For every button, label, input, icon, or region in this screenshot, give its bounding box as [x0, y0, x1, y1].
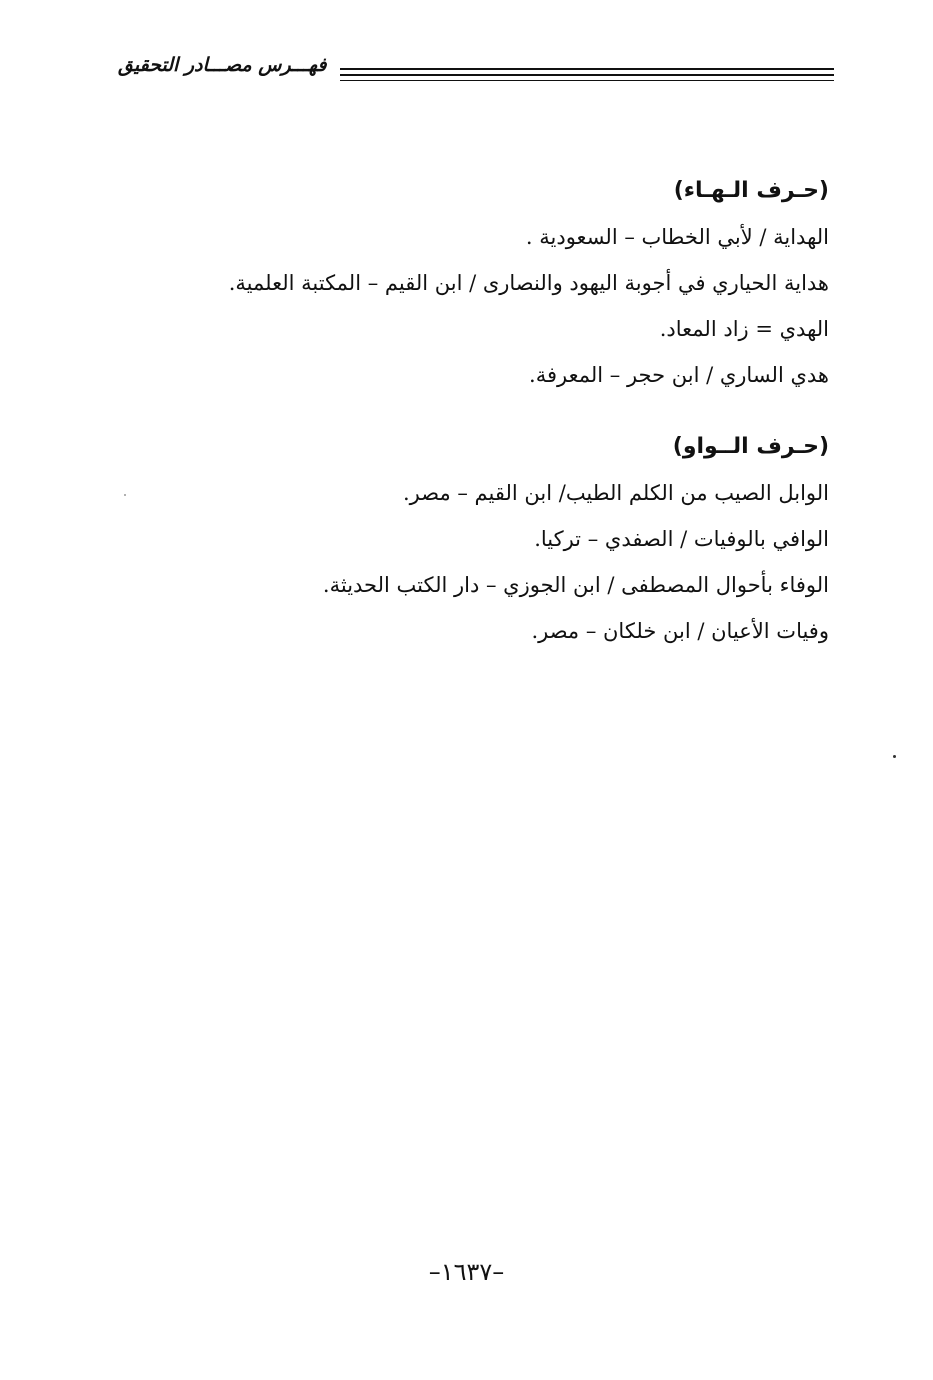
index-entry: الوافي بالوفيات / الصفدي – تركيا. [534, 527, 829, 551]
index-entry: الوابل الصيب من الكلم الطيب/ ابن القيم – مصر. [402, 481, 829, 505]
section-heading: (حـرف الـهـاء) [673, 178, 829, 203]
page-number: –١٦٣٧– [428, 1258, 505, 1286]
header-title: فهـــرس مصـــادر التحقيق [118, 54, 327, 76]
section-heading: (حـرف الــواو) [672, 434, 829, 459]
index-content [189, 168, 829, 680]
section-haa [189, 168, 829, 398]
header-rule [340, 80, 834, 81]
index-entry: الوفاء بأحوال المصطفى / ابن الجوزي – دار الكتب الحديثة. [322, 573, 829, 597]
index-entry: وفيات الأعيان / ابن خلكان – مصر. [531, 619, 829, 643]
scan-speck [124, 494, 126, 496]
section-waw [189, 424, 829, 654]
header-rule [340, 74, 834, 76]
scan-speck [893, 755, 896, 758]
header-rule [340, 68, 834, 70]
index-entry: الهدي = زاد المعاد. [659, 317, 829, 341]
index-entry: الهداية / لأبي الخطاب – السعودية . [525, 225, 829, 249]
running-header [118, 52, 834, 88]
index-entry: هداية الحياري في أجوبة اليهود والنصارى / ابن القيم – المكتبة العلمية. [228, 271, 829, 295]
index-entry: هدي الساري / ابن حجر – المعرفة. [529, 363, 829, 387]
